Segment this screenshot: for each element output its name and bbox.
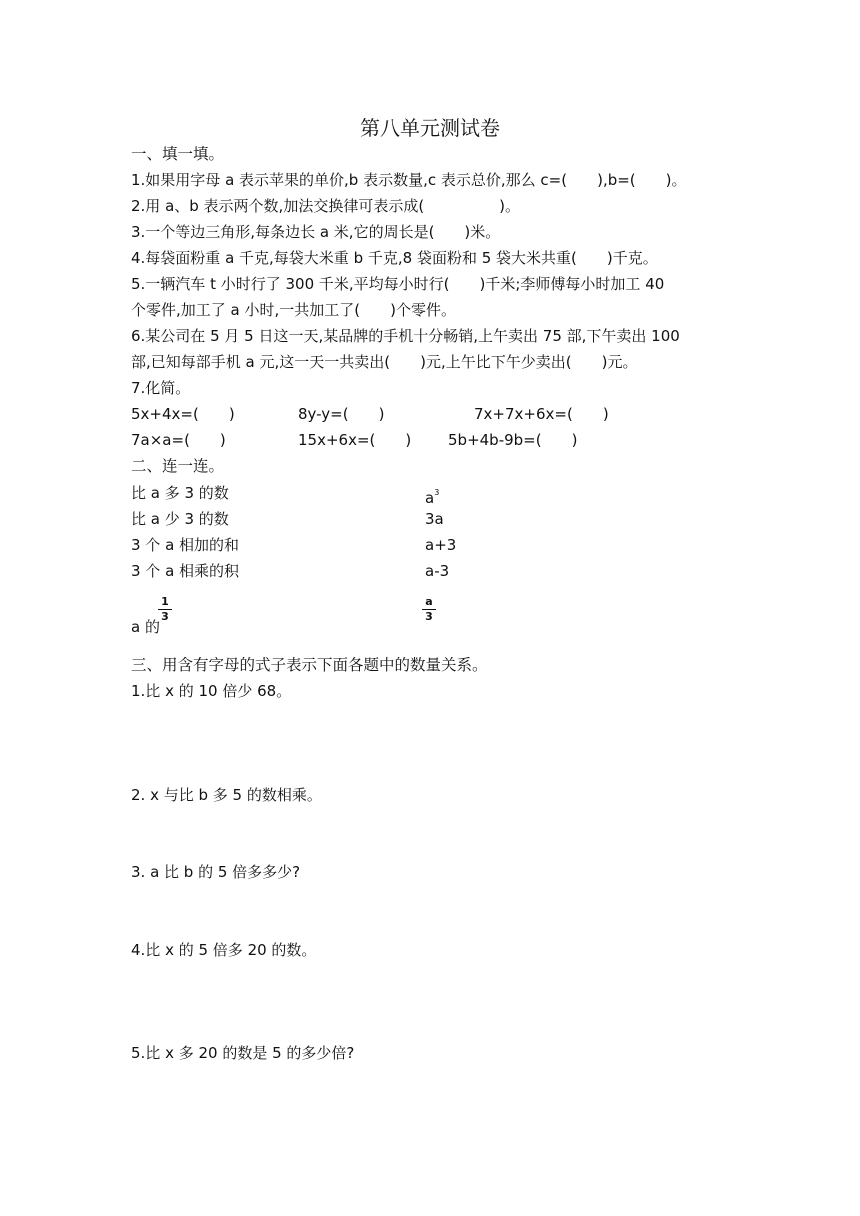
match-right-item: a-3 — [425, 562, 450, 580]
fraction-one-third — [158, 596, 172, 623]
question-6-line-1: 6.某公司在 5 月 5 日这一天,某品牌的手机十分畅销,上午卖出 75 部,下午卖出 100 — [131, 327, 680, 345]
question-3: 3.一个等边三角形,每条边长 a 米,它的周长是( )米。 — [131, 223, 501, 241]
section-heading-express: 三、用含有字母的式子表示下面各题中的数量关系。 — [131, 656, 488, 674]
express-question-3: 3. a 比 b 的 5 倍多多少? — [131, 863, 301, 881]
question-4: 4.每袋面粉重 a 千克,每袋大米重 b 千克,8 袋面粉和 5 袋大米共重( )千克。 — [131, 249, 658, 267]
simplify-item: 7x+7x+6x=( ) — [474, 405, 609, 423]
match-right-item — [425, 483, 439, 508]
simplify-item: 15x+6x=( ) — [298, 431, 412, 449]
express-question-2: 2. x 与比 b 多 5 的数相乘。 — [131, 786, 322, 804]
simplify-item: 5x+4x=( ) — [131, 405, 235, 423]
section-heading-fill: 一、填一填。 — [131, 145, 225, 163]
simplify-item: 5b+4b-9b=( ) — [448, 431, 578, 449]
question-6-line-2: 部,已知每部手机 a 元,这一天一共卖出( )元,上午比下午少卖出( )元。 — [131, 353, 638, 371]
match-left-item: 3 个 a 相加的和 — [131, 536, 240, 554]
fraction-denominator: 3 — [161, 610, 169, 623]
simplify-item: 8y-y=( ) — [298, 405, 385, 423]
fraction-numerator: 1 — [161, 595, 169, 608]
question-2: 2.用 a、b 表示两个数,加法交换律可表示成( )。 — [131, 197, 521, 215]
express-question-1: 1.比 x 的 10 倍少 68。 — [131, 682, 292, 700]
fraction-numerator: a — [425, 595, 433, 608]
power-exponent: 3 — [434, 488, 440, 497]
question-5-line-1: 5.一辆汽车 t 小时行了 300 千米,平均每小时行( )千米;李师傅每小时加工 40 — [131, 275, 665, 293]
question-1: 1.如果用字母 a 表示苹果的单价,b 表示数量,c 表示总价,那么 c=( ),b=( )。 — [131, 171, 687, 189]
match-left-item: 3 个 a 相乘的积 — [131, 562, 240, 580]
match-left-item: a 的 — [131, 618, 160, 636]
express-question-4: 4.比 x 的 5 倍多 20 的数。 — [131, 941, 317, 959]
question-7: 7.化简。 — [131, 379, 191, 397]
power-base: a — [425, 489, 435, 507]
page-title: 第八单元测试卷 — [360, 116, 500, 140]
section-heading-match: 二、连一连。 — [131, 457, 225, 475]
question-5-line-2: 个零件,加工了 a 小时,一共加工了( )个零件。 — [131, 301, 456, 319]
match-right-item: a+3 — [425, 536, 457, 554]
fraction-denominator: 3 — [425, 610, 433, 623]
fraction-a-third — [422, 596, 436, 623]
match-left-item: 比 a 少 3 的数 — [131, 510, 229, 528]
match-left-item: 比 a 多 3 的数 — [131, 484, 229, 502]
match-right-item: 3a — [425, 510, 444, 528]
simplify-item: 7a×a=( ) — [131, 431, 226, 449]
express-question-5: 5.比 x 多 20 的数是 5 的多少倍? — [131, 1044, 355, 1062]
